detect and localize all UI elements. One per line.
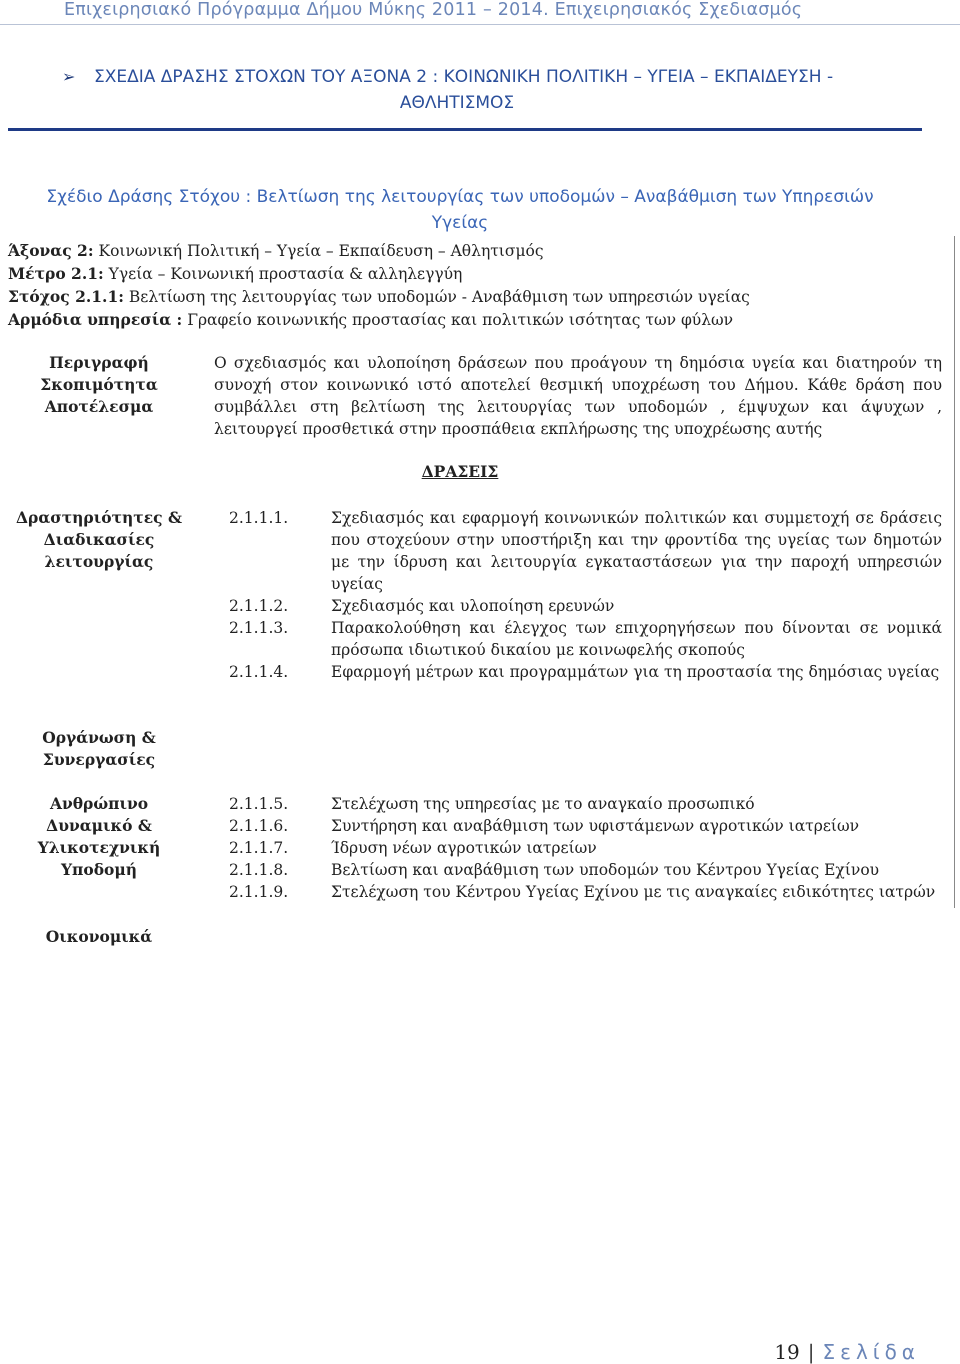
- action-number: 2.1.1.9.: [229, 883, 289, 901]
- meta-goal-label: Στόχος 2.1.1:: [8, 287, 124, 306]
- axis-plan-line2: ΑΘΛΗΤΙΣΜΟΣ: [399, 93, 515, 113]
- action-number: 2.1.1.7.: [229, 839, 289, 857]
- action-number: 2.1.1.3.: [229, 619, 289, 637]
- action-text: Στελέχωση του Κέντρου Υγείας Εχίνου με τις αναγκαίες ειδικότητες ιατρών: [331, 883, 936, 901]
- actions-heading: ΔΡΑΣΕΙΣ: [421, 462, 499, 481]
- footer-separator: |: [807, 1340, 815, 1364]
- label-resources: Ανθρώπινο Δυναμικό & Υλικοτεχνική Υποδομή: [37, 794, 161, 879]
- action-text: Σχεδιασμός και υλοποίηση ερευνών: [331, 597, 615, 615]
- axis-plan-line1: ΣΧΕΔΙΑ ΔΡΑΣΗΣ ΣΤΟΧΩΝ ΤΟΥ ΑΞΟΝΑ 2 : ΚΟΙΝΩΝΙΚΗ ΠΟΛΙΤΙΚΗ – ΥΓΕΙΑ – ΕΚΠΑΙΔΕΥΣΗ -: [94, 67, 834, 87]
- action-text: Παρακολούθηση και έλεγχος των επιχορηγήσεων που δίνονται σε νομικά πρόσωπα ιδιωτικού δικαίου με κοινωφελής σκοπούς: [331, 619, 942, 659]
- section-divider: [8, 128, 922, 131]
- plan-title: Σχέδιο Δράσης Στόχου : Βελτίωση της λειτουργίας των υποδομών – Αναβάθμιση των Υπηρεσιών Υγείας: [46, 187, 874, 233]
- action-number: 2.1.1.6.: [229, 817, 289, 835]
- meta-measure-label: Μέτρο 2.1:: [8, 264, 104, 283]
- meta-axis-value: Κοινωνική Πολιτική – Υγεία – Εκπαίδευση – Αθλητισμός: [93, 242, 544, 260]
- label-organization: Οργάνωση & Συνεργασίες: [42, 728, 156, 769]
- meta-measure-value: Υγεία – Κοινωνική προστασία & αλληλεγγύη: [103, 265, 463, 283]
- action-text: Βελτίωση και αναβάθμιση των υποδομών του Κέντρου Υγείας Εχίνου: [331, 861, 880, 879]
- page-header: [0, 0, 960, 25]
- page-footer: [774, 1340, 920, 1364]
- action-number: 2.1.1.1.: [229, 509, 289, 527]
- label-result: Αποτέλεσμα: [44, 397, 154, 416]
- meta-axis: [8, 240, 544, 262]
- action-text: Στελέχωση της υπηρεσίας με το αναγκαίο προσωπικό: [331, 795, 755, 813]
- action-text: Σχεδιασμός και εφαρμογή κοινωνικών πολιτικών και συμμετοχή σε δράσεις που στοχεύουν στην υποστήριξη και την φροντίδα της υγείας των δημοτών με την ίδρυση και λειτουργία εγκαταστάσεων για την παροχή υπηρεσιών υγείας: [331, 509, 942, 593]
- action-number: 2.1.1.2.: [229, 597, 289, 615]
- action-text: Συντήρηση και αναβάθμιση των υφιστάμενων αγροτικών ιατρείων: [331, 817, 860, 835]
- label-purpose: Σκοπιμότητα: [40, 375, 158, 394]
- action-text: Ίδρυση νέων αγροτικών ιατρείων: [331, 839, 597, 857]
- header-title: Επιχειρησιακό Πρόγραμμα Δήμου Μύκης 2011 – 2014. Επιχειρησιακός Σχεδιασμός: [64, 0, 803, 20]
- meta-goal: [8, 286, 750, 308]
- page-word: Σελίδα: [822, 1340, 920, 1364]
- description-text: Ο σχεδιασμός και υλοποίηση δράσεων που προάγουν τη δημόσια υγεία και διατηρούν τη συνοχή στον κοινωνικό ιστό αποτελεί θεσμική υποχρέωση του Δήμου. Κάθε δράση που συμβάλλει στη βελτίωση της λειτουργίας των υποδομών , έμψυχων και άψυχων , λειτουργεί προσθετικά στην προσπάθεια εκπλήρωσης της υποχρέωσης αυτής: [214, 354, 942, 438]
- meta-measure: [8, 263, 462, 285]
- meta-service: [8, 309, 733, 331]
- label-description: Περιγραφή: [49, 353, 149, 372]
- arrow-bullet-icon: ➢: [62, 67, 76, 86]
- axis-plan-title: [62, 64, 912, 116]
- meta-axis-label: Άξονας 2:: [8, 241, 94, 260]
- label-activities: Δραστηριότητες & Διαδικασίες λειτουργίας: [16, 508, 182, 571]
- meta-service-value: Γραφείο κοινωνικής προστασίας και πολιτικών ισότητας των φύλων: [182, 311, 734, 329]
- action-number: 2.1.1.4.: [229, 663, 289, 681]
- meta-service-label: Αρμόδια υπηρεσία :: [8, 310, 183, 329]
- action-text: Εφαρμογή μέτρων και προγραμμάτων για τη προστασία της δημόσιας υγείας: [331, 663, 940, 681]
- action-number: 2.1.1.5.: [229, 795, 289, 813]
- action-number: 2.1.1.8.: [229, 861, 289, 879]
- table-right-border: [954, 236, 955, 908]
- label-financial: Οικονομικά: [45, 927, 153, 946]
- meta-goal-value: Βελτίωση της λειτουργίας των υποδομών - Αναβάθμιση των υπηρεσιών υγείας: [123, 288, 750, 306]
- page-number: 19: [774, 1340, 800, 1364]
